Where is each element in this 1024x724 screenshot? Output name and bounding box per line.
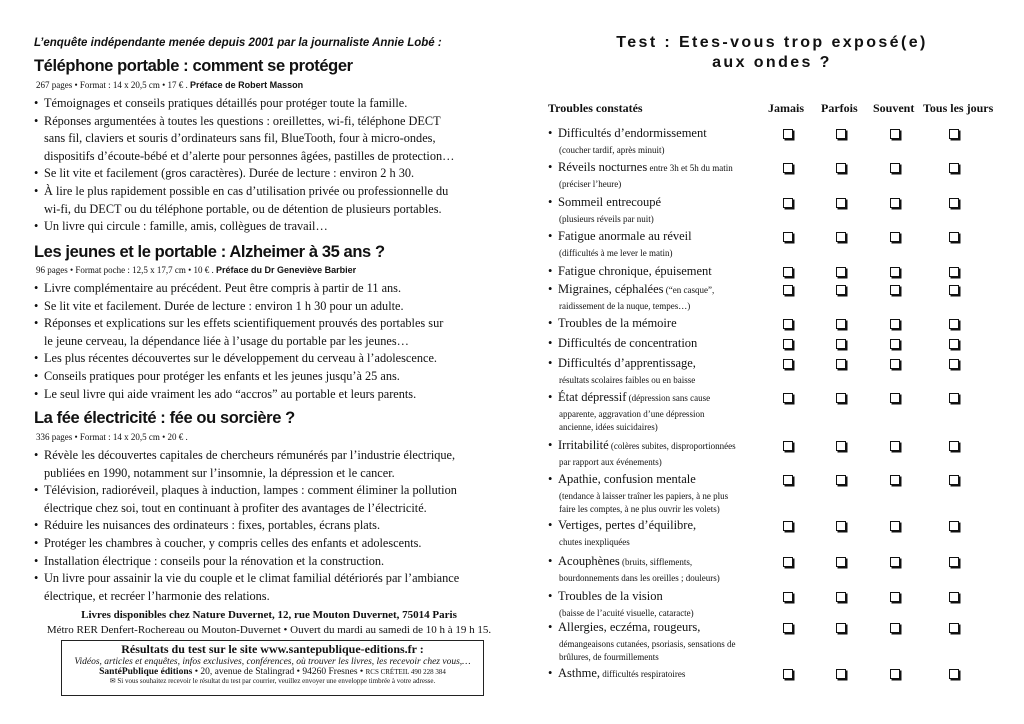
checkbox-souvent[interactable] [890,669,900,679]
checkbox-jamais[interactable] [783,163,793,173]
bullet-dot: • [34,281,39,295]
symptom-name [548,126,707,141]
book-point-line [34,368,504,386]
symptom-label: Difficultés d’endormissement [558,126,707,140]
symptom-detail: entre 3h et 5h du matin [647,163,733,173]
checkbox-jamais[interactable] [783,232,793,242]
book-point-text: électrique, et recréer l’harmonie des relations. [44,588,270,603]
checkbox-parfois[interactable] [836,129,846,139]
book-point-text: Se lit vite et facilement. Durée de lecture : environ 1 h 30 pour un adulte. [44,298,404,313]
book-point-line [34,130,504,148]
book-point-line [34,447,504,465]
bullet-dot: • [34,386,39,401]
symptom-name [548,195,661,210]
checkbox-parfois[interactable] [836,319,846,329]
bullet-dot: • [548,195,553,209]
checkbox-souvent[interactable] [890,592,900,602]
availability-info [34,608,504,638]
book-point-text: wi-fi, du DECT ou du téléphone portable, ou de détention de plusieurs portables. [44,201,442,216]
book-point-text: Installation électrique : conseils pour la rénovation et la construction. [44,553,385,568]
symptom-label: Vertiges, pertes d’équilibre, [558,518,697,532]
symptom-label: Troubles de la mémoire [558,316,677,330]
symptom-name [548,160,733,175]
book-point-line [34,482,504,500]
bullet-dot: • [548,316,553,330]
book-format: 267 pages • Format : 14 x 20,5 cm • 17 € . [36,80,188,90]
book-point-text: Livre complémentaire au précédent. Peut être compris à partir de 11 ans. [44,281,402,295]
symptom-label: Allergies, eczéma, rougeurs, [558,620,701,634]
bullet-dot: • [34,96,39,110]
symptom-label: Apathie, confusion mentale [558,472,696,486]
book-title: Les jeunes et le portable : Alzheimer à 35 ans ? [34,243,385,261]
book-point-line [34,148,504,166]
book-point-text: le jeune cerveau, la dépendance liée à l’usage du portable par les jeunes… [44,333,409,348]
symptom-label: Acouphènes [558,554,620,568]
book-point-line [34,183,504,201]
bullet-dot: • [548,554,553,568]
symptom-name [548,356,696,371]
symptom-note: (plusieurs réveils par nuit) [559,214,654,224]
bullet-dot: • [34,518,39,533]
checkbox-souvent[interactable] [890,198,900,208]
book-point-line [34,465,504,483]
book-point-text: Se lit vite et facilement (gros caractères). Durée de lecture : environ 2 h 30. [44,166,415,181]
checkbox-souvent[interactable] [890,557,900,567]
bullet-dot: • [548,126,553,140]
book-meta [36,265,356,275]
symptom-note: chutes inexpliquées [559,537,630,547]
bullet-dot: • [34,316,39,331]
publisher-address [62,667,483,677]
symptom-name [548,518,696,533]
book-point-text: Le seul livre qui aide vraiment les ado “accros” au portable et leurs parents. [44,386,417,401]
book-point-text: Réduire les nuisances des ordinateurs : fixes, portables, écrans plats. [44,518,381,533]
book-title: La fée électricité : fée ou sorcière ? [34,409,295,427]
bullet-dot: • [548,472,553,486]
mail-note: ✉ Si vous souhaitez recevoir le résultat du test par courrier, veuillez envoyer une enveloppe timbrée à votre adresse. [109,677,436,685]
symptom-note: (tendance à laisser traîner les papiers, à ne plus [559,491,729,501]
book-preface: Préface de Robert Masson [190,80,304,90]
header-souvent: Souvent [873,101,915,115]
bullet-dot: • [548,589,553,603]
bullet-dot: • [34,298,39,313]
symptom-note: faire les comptes, à ne plus ouvrir les volets) [559,503,720,514]
book-point-text: dispositifs d’écoute-bébé et d’alerte pour personnes âgées, pastilles de protection… [44,148,455,163]
symptom-note: résultats scolaires faibles ou en baisse [559,375,696,385]
checkbox-parfois[interactable] [836,623,846,633]
book-point-text: Témoignages et conseils pratiques détaillés pour protéger toute la famille. [44,96,408,110]
symptom-name [548,620,700,635]
checkbox-tous-les-jours[interactable] [949,557,959,567]
book-point-line [34,570,504,588]
test-title-line1: Test : Etes-vous trop exposé(e) [616,34,928,51]
book-point-line [34,500,504,518]
book-point-line [34,165,504,183]
intro-line: L’enquête indépendante menée depuis 2001 par la journaliste Annie Lobé : [34,37,442,49]
checkbox-jamais[interactable] [783,521,793,531]
book-point-line [34,298,504,316]
checkbox-souvent[interactable] [890,129,900,139]
bullet-dot: • [34,183,39,198]
symptom-detail: (“en casque”, [663,285,715,295]
checkbox-tous-les-jours[interactable] [949,198,959,208]
bullet-dot: • [548,160,553,174]
book-point-text: Les plus récentes découvertes sur le développement du cerveau à l’adolescence. [44,351,437,366]
symptom-label: Migraines, céphalées [558,282,664,296]
book-format: 96 pages • Format poche : 12,5 x 17,7 cm • 10 € . [36,265,214,275]
bullet-dot: • [34,571,39,586]
book-point-line [34,201,504,219]
bullet-dot: • [34,351,39,366]
publisher-rcs: RCS CRÉTEIL 490 228 384 [365,668,446,676]
book-point-text: Protéger les chambres à coucher, y compris celles des enfants et adolescents. [44,535,422,550]
symptom-detail: (colères subites, disproportionnées [608,441,736,451]
checkbox-tous-les-jours[interactable] [949,592,959,602]
checkbox-jamais[interactable] [783,267,793,277]
symptom-name [548,336,697,351]
symptom-note: ancienne, idées suicidaires) [559,421,658,432]
book-point-line [34,315,504,333]
symptom-name [548,282,714,297]
checkbox-tous-les-jours[interactable] [949,285,959,295]
checkbox-jamais[interactable] [783,339,793,349]
symptom-label: Réveils nocturnes [558,160,648,174]
checkbox-parfois[interactable] [836,285,846,295]
symptom-label: Difficultés de concentration [558,336,698,350]
symptom-name [548,229,692,244]
checkbox-tous-les-jours[interactable] [949,129,959,139]
results-tagline: Vidéos, articles et enquêtes, infos exclusives, conférences, où trouver les livres, les recevoir chez vous,… [74,657,471,667]
book-point-text: électrique chez soi, tout en continuant à profiter des avantages de l’électricité. [44,500,427,515]
book-points [34,447,504,605]
checkbox-souvent[interactable] [890,359,900,369]
book-point-line [34,517,504,535]
checkbox-souvent[interactable] [890,267,900,277]
book-format: 336 pages • Format : 14 x 20,5 cm • 20 € . [36,432,188,442]
checkbox-jamais[interactable] [783,359,793,369]
checkbox-parfois[interactable] [836,232,846,242]
checkbox-tous-les-jours[interactable] [949,232,959,242]
book-point-text: publiées en 1990, notamment sur l’insomnie, la dépression et le cancer. [44,465,395,480]
checkbox-souvent[interactable] [890,475,900,485]
checkbox-parfois[interactable] [836,163,846,173]
symptom-name [548,316,677,331]
availability-hours: Métro RER Denfert-Rochereau ou Mouton-Duvernet • Ouvert du mardi au samedi de 10 h à 19 h 15. [46,624,492,636]
symptom-label: Fatigue anormale au réveil [558,229,692,243]
checkbox-jamais[interactable] [783,475,793,485]
checkbox-parfois[interactable] [836,521,846,531]
bullet-dot: • [34,483,39,498]
checkbox-tous-les-jours[interactable] [949,669,959,679]
bullet-dot: • [34,219,39,234]
symptom-label: Difficultés d’apprentissage, [558,356,696,370]
checkbox-parfois[interactable] [836,475,846,485]
book-point-line [34,588,504,606]
symptom-name [548,438,736,453]
checkbox-souvent[interactable] [890,623,900,633]
symptom-name [548,666,685,681]
checkbox-parfois[interactable] [836,592,846,602]
book-point-line [34,535,504,553]
header-jamais: Jamais [768,101,804,115]
symptom-label: Irritabilité [558,438,609,452]
test-title-line2: aux ondes ? [712,54,832,71]
checkbox-tous-les-jours[interactable] [949,521,959,531]
checkbox-parfois[interactable] [836,339,846,349]
checkbox-parfois[interactable] [836,198,846,208]
checkbox-tous-les-jours[interactable] [949,359,959,369]
symptom-detail: (dépression sans cause [626,393,711,403]
book-meta [36,432,188,442]
book-point-text: Révèle les découvertes capitales de chercheurs rémunérés par l’industrie électrique, [44,448,456,462]
book-point-line [34,218,504,236]
symptom-note: (coucher tardif, après minuit) [559,145,665,155]
checkbox-tous-les-jours[interactable] [949,319,959,329]
symptom-note: démangeaisons cutanées, psoriasis, sensations de [559,639,736,649]
book-point-line [34,386,504,404]
checkbox-souvent[interactable] [890,521,900,531]
bullet-dot: • [34,113,39,128]
book-point-line [34,333,504,351]
checkbox-tous-les-jours[interactable] [949,339,959,349]
bullet-dot: • [548,666,553,680]
checkbox-tous-les-jours[interactable] [949,441,959,451]
checkbox-jamais[interactable] [783,441,793,451]
symptom-detail: (bruits, sifflements, [619,557,693,567]
bullet-dot: • [548,336,553,350]
book-points [34,95,504,236]
bullet-dot: • [34,368,39,383]
checkbox-jamais[interactable] [783,623,793,633]
checkbox-jamais[interactable] [783,669,793,679]
availability-address: Livres disponibles chez Nature Duvernet, 12, rue Mouton Duvernet, 75014 Paris [81,609,457,621]
symptom-label: Fatigue chronique, épuisement [558,264,712,278]
bullet-dot: • [548,282,553,296]
symptom-label: Asthme, [558,666,601,680]
book-point-line [34,553,504,571]
checkbox-jamais[interactable] [783,198,793,208]
checkbox-parfois[interactable] [836,393,846,403]
results-box [61,640,484,696]
book-points [34,280,504,403]
checkbox-jamais[interactable] [783,592,793,602]
symptom-note: (baisse de l’acuité visuelle, cataracte) [559,608,694,618]
publisher-street: • 20, avenue de Stalingrad • 94260 Fresnes • [192,667,366,677]
checkbox-jamais[interactable] [783,129,793,139]
checkbox-jamais[interactable] [783,319,793,329]
bullet-dot: • [34,553,39,568]
results-website: Résultats du test sur le site www.santepublique-editions.fr : [121,642,424,656]
header-troubles: Troubles constatés [548,101,643,115]
symptom-note: (préciser l’heure) [559,179,622,189]
checkbox-souvent[interactable] [890,393,900,403]
book-point-text: sans fil, claviers et souris d’ordinateurs sans fil, BlueTooth, four à micro-ondes, [44,131,436,146]
book-point-text: Télévision, radioréveil, plaques à induction, lampes : comment éliminer la pollution [44,483,457,498]
book-point-line [34,280,504,298]
symptom-note: apparente, aggravation d’une dépression [559,409,705,419]
bullet-dot: • [34,166,39,181]
checkbox-jamais[interactable] [783,393,793,403]
checkbox-tous-les-jours[interactable] [949,475,959,485]
checkbox-parfois[interactable] [836,441,846,451]
bullet-dot: • [548,229,553,243]
symptom-name [548,589,663,604]
header-tous-les-jours: Tous les jours [923,101,994,115]
symptom-note: par rapport aux événements) [559,457,662,467]
bullet-dot: • [548,390,553,404]
checkbox-tous-les-jours[interactable] [949,623,959,633]
bullet-dot: • [548,518,553,532]
checkbox-souvent[interactable] [890,285,900,295]
checkbox-tous-les-jours[interactable] [949,393,959,403]
checkbox-souvent[interactable] [890,441,900,451]
symptom-label: Troubles de la vision [558,589,663,603]
bullet-dot: • [548,356,553,370]
bullet-dot: • [34,448,39,462]
book-point-text: Un livre pour assainir la vie du couple et le climat familial détériorés par l’ambiance [44,571,460,586]
symptom-note: bourdonnements dans les oreilles ; douleurs) [559,573,720,583]
checkbox-parfois[interactable] [836,669,846,679]
book-point-line [34,350,504,368]
checkbox-souvent[interactable] [890,163,900,173]
checkbox-jamais[interactable] [783,285,793,295]
publisher-name: SantéPublique éditions [99,667,193,677]
checkbox-tous-les-jours[interactable] [949,163,959,173]
book-point-text: Réponses argumentées à toutes les questions : oreillettes, wi-fi, téléphone DECT [44,113,441,128]
book-preface: Préface du Dr Geneviève Barbier [216,265,357,275]
book-point-line [34,95,504,113]
symptom-label: Sommeil entrecoupé [558,195,662,209]
book-title: Téléphone portable : comment se protéger [34,57,353,75]
book-point-text: Un livre qui circule : famille, amis, collègues de travail… [44,219,328,234]
checkbox-tous-les-jours[interactable] [949,267,959,277]
symptom-detail: difficultés respiratoires [600,669,686,679]
bullet-dot: • [548,438,553,452]
symptom-name [548,472,696,487]
book-point-text: À lire le plus rapidement possible en cas d’utilisation privée ou professionnelle du [44,183,449,198]
checkbox-souvent[interactable] [890,232,900,242]
bullet-dot: • [548,264,553,278]
checkbox-parfois[interactable] [836,267,846,277]
checkbox-parfois[interactable] [836,359,846,369]
bullet-dot: • [548,620,553,634]
test-title [544,33,1000,73]
checkbox-souvent[interactable] [890,319,900,329]
symptom-name [548,554,692,569]
book-point-text: Réponses et explications sur les effets scientifiquement prouvés des portables sur [44,316,444,331]
checkbox-souvent[interactable] [890,339,900,349]
symptom-label: État dépressif [558,390,627,404]
book-point-line [34,113,504,131]
bullet-dot: • [34,535,39,550]
book-meta [36,80,303,90]
symptom-note: brûlures, de fourmillements [559,651,659,662]
symptom-note: raidissement de la nuque, tempes…) [559,301,691,311]
checkbox-jamais[interactable] [783,557,793,567]
checkbox-parfois[interactable] [836,557,846,567]
header-parfois: Parfois [821,101,858,115]
symptom-name [548,264,712,279]
book-point-text: Conseils pratiques pour protéger les enfants et les jeunes jusqu’à 25 ans. [44,368,400,383]
symptom-note: (difficultés à me lever le matin) [559,248,673,258]
symptom-name [548,390,710,405]
